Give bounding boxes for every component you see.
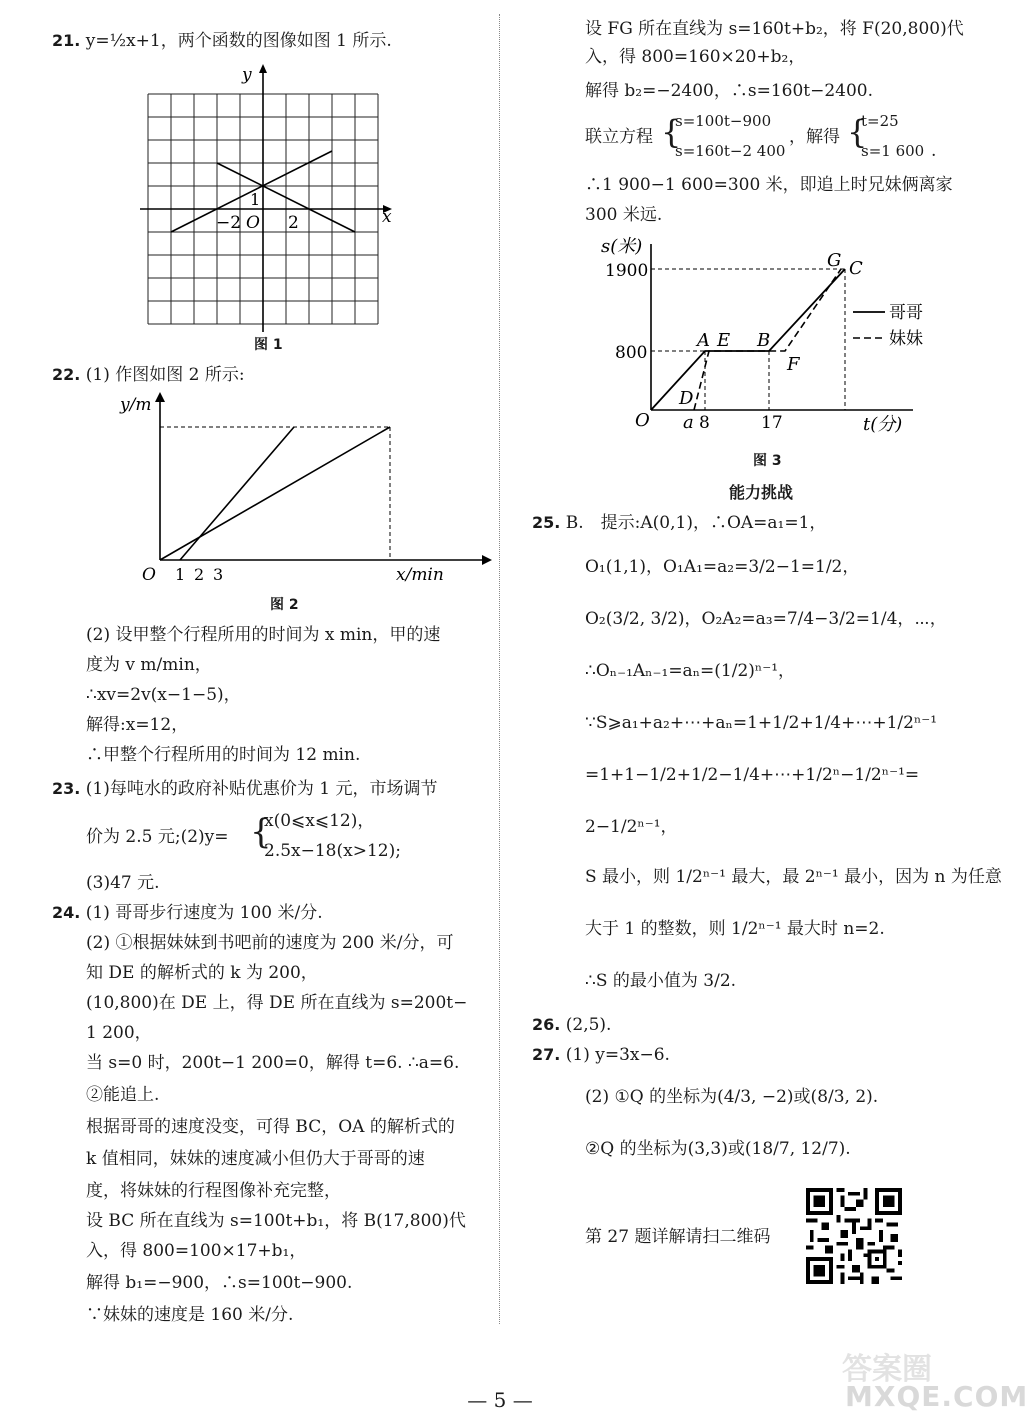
fig3-point-a: A [697,330,710,351]
q24-line-3: (10,800)在 DE 上，得 DE 所在直线为 s=200t− [86,993,468,1013]
q24-system-eq-2: s=160t−2 400 [675,142,786,160]
fig2-y-arrow [155,392,165,402]
q24-system-prefix: 联立方程 [585,127,653,147]
q25-l3: O₂(3/2, 3/2)，O₂A₂=a₃=7/4−3/2=1/4，⋯， [585,609,947,629]
q22-p2e: ∴甲整个行程所用的时间为 12 min. [86,745,361,765]
watermark-logo: 答案圈 [842,1352,932,1387]
q26-line [532,1014,611,1036]
q27-l2: (2) ①Q 的坐标为(4/3, −2)或(8/3, 2). [585,1087,879,1107]
fig3-y-label: s(米) [601,236,643,257]
q24-line-12: 解得 b₁=−900，∴s=100t−900. [86,1273,353,1293]
fig3-point-e: E [717,330,731,351]
fig3-tick-8: 8 [699,413,710,433]
q24-solution-period: . [931,141,937,161]
q24-right-line-0: 设 FG 所在直线为 s=160t+b₂，将 F(20,800)代 [585,19,964,39]
q24-system-eq-1: s=100t−900 [675,112,772,130]
fig2-line-a [160,427,390,560]
q25-line-1 [532,512,826,534]
q25-l8: S 最小，则 1/2ⁿ⁻¹ 最大，最 2ⁿ⁻¹ 最小，因为 n 为任意 [585,867,1002,887]
q24-number: 24. [52,903,81,922]
fig1-origin: O [246,213,260,233]
q27-qr-text: 第 27 题详解请扫二维码 [585,1227,771,1247]
q25-l6: =1+1−1/2+1/2−1/4+⋯+1/2ⁿ−1/2ⁿ⁻¹= [585,765,920,785]
fig3-point-c: C [849,258,863,279]
y-axis-arrow [259,64,267,73]
q24-solution-2: s=1 600 [861,142,925,160]
q27-line-1 [532,1044,670,1066]
q24-line-1: (2) ①根据妹妹到书吧前的速度为 200 米/分，可 [86,933,454,953]
q24-line-7: 根据哥哥的速度没变，可得 BC，OA 的解析式的 [86,1117,455,1137]
fig2-x-arrow [482,555,492,565]
q25-number: 25. [532,513,561,532]
fig3-tick-17: 17 [761,413,783,433]
q26-text: (2,5). [565,1015,612,1035]
q24-right-line-1: 入，得 800=160×20+b₂， [585,47,806,67]
fig3-y-800: 800 [615,343,648,363]
page-number: — 5 — [467,1388,533,1412]
q24-line-10: 设 BC 所在直线为 s=100t+b₁，将 B(17,800)代 [86,1211,466,1231]
q24-solution-1: t=25 [861,112,899,130]
fig2-tick-1: 1 [175,565,186,584]
fig1-tick-1: 1 [250,190,261,209]
fig2-tick-2: 2 [194,565,205,584]
q24-conclusion-1: ∴1 900−1 600=300 米，即追上时兄妹俩离家 [585,175,953,195]
q24-line-11: 入，得 800=100×17+b₁， [86,1241,307,1261]
fig3-tick-a: a [683,412,694,433]
q23-brace: { [250,812,272,852]
fig3-point-f: F [787,354,800,375]
q25-l9: 大于 1 的整数，则 1/2ⁿ⁻¹ 最大时 n=2. [585,919,885,939]
fig2-x-label: x/min [396,565,444,585]
q24-line-4: 1 200， [86,1023,152,1043]
q23-number: 23. [52,779,81,798]
figure-2 [120,390,500,590]
fig2-line-b [180,427,294,560]
fig2-origin: O [142,565,156,585]
q23-case-1: x(0⩽x⩽12)， [264,811,375,831]
q24-system-brace: { [661,113,682,151]
q23-case-2: 2.5x−18(x>12); [264,841,401,861]
fig1-tick-2: 2 [288,213,299,233]
q25-l1: B. 提示:A(0,1)，∴OA=a₁=1， [565,513,827,533]
q24-right-line-2: 解得 b₂=−2400，∴s=160t−2400. [585,81,874,101]
q25-l5: ∵S⩾a₁+a₂+⋯+aₙ=1+1/2+1/4+⋯+1/2ⁿ⁻¹ [585,713,938,733]
figure-2-caption: 图 2 [270,597,299,613]
q25-l2: O₁(1,1)，O₁A₁=a₂=3/2−1=1/2， [585,557,860,577]
q22-number: 22. [52,365,81,384]
q25-l4: ∴Oₙ₋₁Aₙ₋₁=aₙ=(1/2)ⁿ⁻¹， [585,661,796,681]
q23-a: (1)每吨水的政府补贴优惠价为 1 元，市场调节 [85,779,438,799]
fig1-tick-neg2: −2 [216,213,242,233]
q24-line-9: 度，将妹妹的行程图像补充完整， [86,1181,341,1201]
q23-c: (3)47 元. [86,873,160,893]
fig3-point-d: D [679,388,694,409]
q24-line-13: ∵妹妹的速度是 160 米/分. [86,1305,294,1325]
q24-line-5: 当 s=0 时，200t−1 200=0，解得 t=6. ∴a=6. [86,1053,460,1073]
q24-conclusion-2: 300 米远. [585,205,663,225]
q25-l10: ∴S 的最小值为 3/2. [585,971,737,991]
q27-l1: (1) y=3x−6. [565,1045,670,1065]
q22-p2d: 解得:x=12， [86,715,189,735]
figure-1 [136,62,396,330]
q22-p2b: 度为 v m/min， [86,655,212,675]
q24-line-6: ②能追上. [86,1085,160,1105]
q27-l3: ②Q 的坐标为(3,3)或(18/7, 12/7). [585,1139,851,1159]
q22-p2c: ∴xv=2v(x−1−5)， [86,685,241,705]
q21-line [52,30,392,52]
q27-number: 27. [532,1045,561,1064]
fig2-y-label: y/m [120,395,152,415]
fig3-legend-solid: 哥哥 [889,303,923,323]
fig3-point-b: B [757,330,771,351]
figure-1-axes [140,68,388,332]
q21-text: y=½x+1，两个函数的图像如图 1 所示. [85,31,392,51]
fig3-point-g: G [827,250,842,271]
fig2-tick-3: 3 [213,565,224,584]
q23-line-a [52,778,437,800]
q24-first-line [52,902,323,924]
q25-l7: 2−1/2ⁿ⁻¹， [585,817,678,837]
watermark: MXQE.COM [845,1380,1028,1413]
q22-line [52,364,245,386]
figure-1-caption: 图 1 [254,337,283,353]
q24-line-8: k 值相同，妹妹的速度减小但仍大于哥哥的速 [86,1149,425,1169]
figure-3 [597,232,935,442]
q21-number: 21. [52,31,81,50]
q22-p1: (1) 作图如图 2 所示: [85,365,245,385]
qr-code-icon[interactable] [806,1188,902,1284]
fig1-x-label: x [382,207,392,227]
fig3-legend-dash: 妹妹 [889,329,923,349]
q24-system-mid: ，解得 [789,127,840,147]
q26-number: 26. [532,1015,561,1034]
q24-solution-brace: { [847,113,868,151]
fig3-origin: O [635,410,650,431]
fig3-y-1900: 1900 [605,261,649,281]
figure-3-caption: 图 3 [753,453,782,469]
fig3-x-label: t(分) [863,414,903,435]
q24-line-0: (1) 哥哥步行速度为 100 米/分. [85,903,323,923]
q24-line-2: 知 DE 的解析式的 k 为 200， [86,963,318,983]
fig1-y-label: y [242,65,252,85]
column-divider [499,14,500,1324]
section-heading: 能力挑战 [729,483,794,502]
q23-b-prefix: 价为 2.5 元;(2)y= [86,827,229,847]
q22-p2a: (2) 设甲整个行程所用的时间为 x min，甲的速 [86,625,441,645]
